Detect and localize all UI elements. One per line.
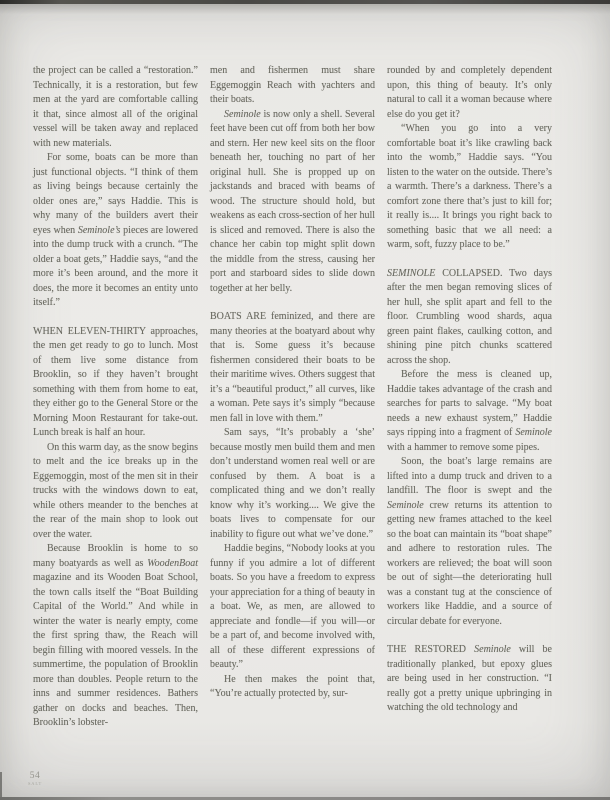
paragraph: Before the mess is cleaned up, Haddie takes advantage of the crash and searches for parts to salvage. “My boat needs a new exhaust system,” Haddie says ripping into a fragment of Seminole with a hammer to remove some pipes.: [387, 369, 552, 453]
paragraph: Seminole is now only a shell. Several feet have been cut off from both her bow and stern. Her new keel sits on the floor beneath her, touching no part of her original hull. She is propped up on jackstands and braced with beams of wood. The structure should hold, but weakens as each cross-section of her hull is sliced and removed. There is also the chance her cabin top might split down the middle from the stress, causing her port and starboard sides to slide down together at her belly.: [210, 108, 375, 294]
paragraph: He then makes the point that, “You’re actually protected by, sur-: [210, 673, 375, 699]
paragraph: Haddie begins, “Nobody looks at you funny if you admire a lot of different boats. So you have a freedom to express your appreciation for a thing of beauty in a boat. We, as men, are allowed to appreciate and fondle—if you will—or be a part of, and become involved with, all of these different expressions of beauty.”: [210, 543, 375, 670]
paragraph: BOATS ARE feminized, and there are many theories at the boatyard about why that is. Some guess it’s because fishermen considered their boats to be their maritime wives. Others suggest that it’s a “beautiful product,” all curves, like a woman. Pete says it’s simply “because men fall in love with them.”: [210, 311, 375, 424]
paragraph: rounded by and completely dependent upon, this thing of beauty. It’s only natural to call it a woman because where else do you get it?: [387, 65, 552, 120]
paragraph: On this warm day, as the snow begins to melt and the ice breaks up in the Eggemoggin, most of the men sit in their trucks with the windows down to eat, while others meander to the benches at the rear of the main shop to look out over the water.: [33, 441, 198, 540]
paragraph: men and fishermen must share Eggemoggin Reach with yachters and their boats.: [210, 65, 375, 105]
article-column-left: [33, 64, 198, 731]
scan-top-shadow: [0, 4, 610, 14]
paragraph: Because Brooklin is home to so many boatyards as well as WoodenBoat magazine and its Wooden Boat School, the town calls itself the “Boat Building Capital of the World.” And while in winter the water is nearly empty, come the first spring thaw, the Reach will begin filling with moored vessels. In the summertime, the population of Brooklin more than doubles. People return to the inns and summer residences. Bathers gather on docks and beaches. Then, Brooklin’s lobster-: [33, 543, 198, 728]
paragraph: the project can be called a “restoration.” Technically, it is a restoration, but few men at the yard are comfortable calling it that, since almost all of the original vessel will be taken away and replaced with new materials.: [33, 65, 198, 149]
paragraph: WHEN ELEVEN-THIRTY approaches, the men get ready to go to lunch. Most of them live some distance from Brooklin, so if they haven’t brought something with them from home to eat, they either go to the General Store or the Morning Moon Restaurant for take-out. Lunch break is half an hour.: [33, 325, 198, 438]
paragraph: SEMINOLE COLLAPSED. Two days after the men began removing slices of her hull, she split apart and fell to the floor. Crumbling wood shards, aqua green paint flakes, caulking cotton, and shining pine pitch chunks scattered across the shop.: [387, 267, 552, 366]
paragraph: Sam says, “It’s probably a ‘she’ because mostly men build them and men don’t understand women real well or are confused by them. A boat is a complicated thing and we don’t really know why it’s working.... We give the boats lives to compensate for our inability to figure out what we’ve done.”: [210, 427, 375, 540]
article-column-middle: [210, 64, 375, 731]
article-columns: [33, 64, 552, 731]
article-column-right: [387, 64, 552, 731]
publication-label: SALT: [28, 781, 43, 786]
scan-corner-mark: [0, 772, 2, 798]
paragraph: For some, boats can be more than just functional objects. “I think of them as living beings because certainly the older ones are,” says Haddie. This is why many of the builders avert their eyes when Seminole’s pieces are lowered into the dump truck with a crunch. “The older a boat gets,” Haddie says, “and the more it’s been around, and the more it does, the more it becomes an entity unto itself.”: [33, 152, 198, 308]
paragraph: Soon, the boat’s large remains are lifted into a dump truck and driven to a landfill. The floor is swept and the Seminole crew returns its attention to getting new frames attached to the keel so the boat can maintain its “boat shape” and adhere to restoration rules. The workers are relieved; the boat will soon be out of sight—the deteriorating hull was a constant tug at the conscience of workers like Haddie, and a source of circular debate for everyone.: [387, 456, 552, 627]
paragraph: “When you go into a very comfortable boat it’s like crawling back into the womb,” Haddie says. “You listen to the water on the outside. There’s a warmth. There’s a darkness. There’s a comfort zone there that’s just to kill for; it really is.... It brings you right back to something basic that we all need: a warm, soft, fuzzy place to be.”: [387, 123, 552, 250]
page-footer: [28, 771, 42, 787]
paragraph: THE RESTORED Seminole will be traditionally planked, but epoxy glues are being used in her construction. “I really got a pretty unique upbringing in watching the old technology and: [387, 644, 552, 713]
page-number: 54: [29, 771, 41, 781]
